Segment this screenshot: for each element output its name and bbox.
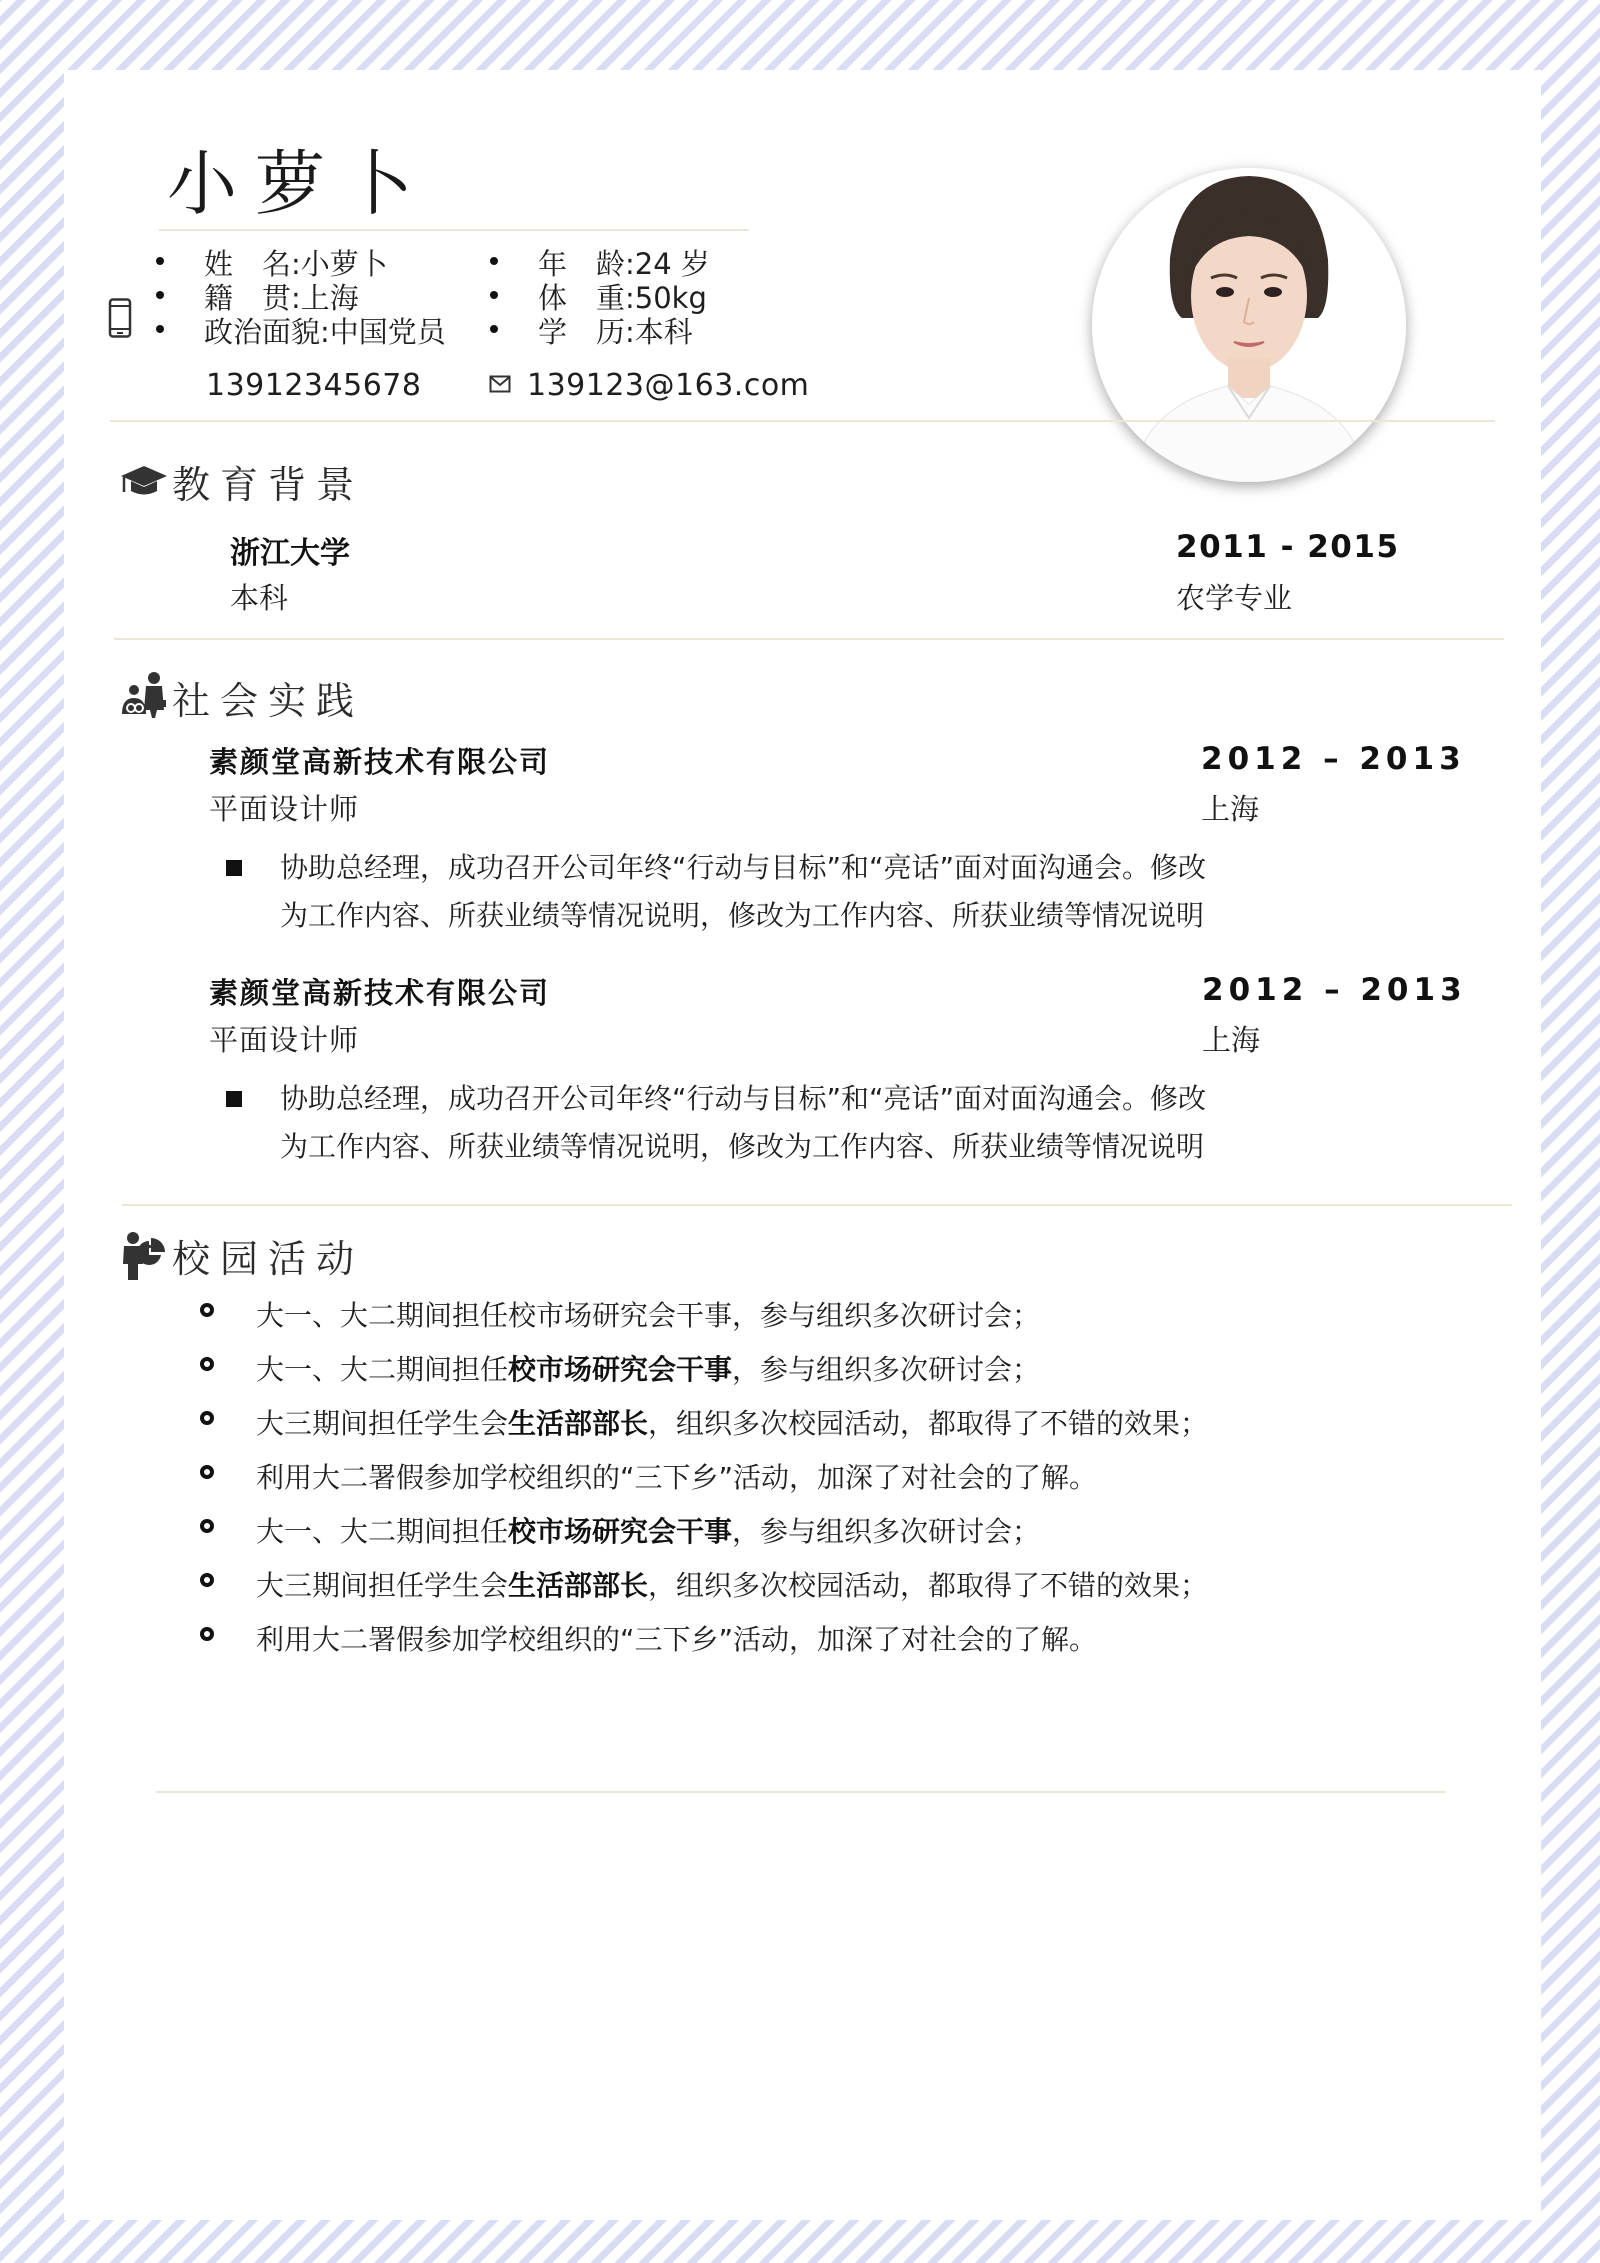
info-label: 体 重: (538, 281, 635, 315)
section-title-practice: 社会实践 (172, 679, 365, 723)
section-title-campus: 校园活动 (172, 1237, 365, 1281)
square-bullet (226, 860, 242, 876)
section-divider (110, 420, 1495, 422)
info-label: 年 龄: (538, 247, 635, 281)
job-role: 平面设计师 (209, 792, 360, 826)
info-value: 本科 (634, 315, 693, 349)
bottom-divider (156, 1791, 1446, 1793)
info-education (538, 310, 693, 351)
bullet-dot (490, 257, 498, 265)
info-label: 籍 贯: (204, 281, 301, 315)
education-dates: 2011 - 2015 (1176, 529, 1400, 565)
campus-item: 大一、大二期间担任校市场研究会干事，参与组织多次研讨会； (256, 1353, 1041, 1386)
info-label: 学 历: (538, 315, 635, 349)
ring-bullet (200, 1357, 214, 1371)
phone-number[interactable]: 13912345678 (206, 368, 422, 403)
campus-item: 大一、大二期间担任校市场研究会干事，参与组织多次研讨会； (256, 1299, 1041, 1332)
info-political (204, 310, 446, 351)
company-name: 素颜堂高新技术有限公司 (209, 976, 551, 1010)
campus-item: 利用大二署假参加学校组织的“三下乡”活动，加深了对社会的了解。 (256, 1461, 1098, 1494)
section-title-education: 教育背景 (172, 463, 365, 507)
info-value: 中国党员 (329, 315, 446, 349)
ring-bullet (200, 1573, 214, 1587)
square-bullet (226, 1091, 242, 1107)
ring-bullet (200, 1411, 214, 1425)
resume-name: 小萝卜 (167, 143, 431, 225)
section-divider (114, 638, 1504, 640)
email-icon (489, 375, 511, 393)
info-label: 姓 名: (204, 247, 301, 281)
ring-bullet (200, 1303, 214, 1317)
campus-item: 大一、大二期间担任校市场研究会干事，参与组织多次研讨会； (256, 1515, 1041, 1548)
presenter-icon (121, 1230, 167, 1280)
practice-desc-line: 为工作内容、所获业绩等情况说明，修改为工作内容、所获业绩等情况说明 (280, 899, 1205, 932)
bullet-dot (490, 325, 498, 333)
info-value: 小萝卜 (300, 247, 388, 281)
graduation-cap-icon (119, 462, 169, 502)
email-address[interactable]: 139123@163.com (527, 368, 810, 403)
info-value: 上海 (300, 281, 359, 315)
practice-desc-line: 为工作内容、所获业绩等情况说明，修改为工作内容、所获业绩等情况说明 (280, 1130, 1205, 1163)
job-role: 平面设计师 (209, 1023, 360, 1057)
campus-item: 大三期间担任学生会生活部部长，组织多次校园活动，都取得了不错的效果； (256, 1407, 1209, 1440)
practice-dates: 2012 – 2013 (1202, 972, 1467, 1008)
practice-location: 上海 (1202, 1023, 1261, 1057)
phone-icon (108, 298, 132, 338)
team-work-icon (119, 670, 167, 720)
ring-bullet (200, 1627, 214, 1641)
practice-desc-line: 协助总经理，成功召开公司年终“行动与目标”和“亮话”面对面沟通会。修改 (280, 1082, 1207, 1115)
profile-photo (1092, 168, 1406, 482)
practice-dates: 2012 – 2013 (1201, 741, 1466, 777)
campus-item: 利用大二署假参加学校组织的“三下乡”活动，加深了对社会的了解。 (256, 1623, 1098, 1656)
resume-page (64, 70, 1541, 2220)
ring-bullet (200, 1465, 214, 1479)
info-label: 政治面貌: (204, 315, 330, 349)
major: 农学专业 (1176, 581, 1293, 615)
bullet-dot (490, 291, 498, 299)
bullet-dot (156, 257, 164, 265)
degree: 本科 (230, 581, 289, 615)
info-value: 50kg (634, 281, 707, 315)
campus-item: 大三期间担任学生会生活部部长，组织多次校园活动，都取得了不错的效果； (256, 1569, 1209, 1602)
company-name: 素颜堂高新技术有限公司 (209, 745, 551, 779)
ring-bullet (200, 1519, 214, 1533)
practice-desc-line: 协助总经理，成功召开公司年终“行动与目标”和“亮话”面对面沟通会。修改 (280, 851, 1207, 884)
info-value: 24 岁 (634, 247, 710, 281)
bullet-dot (156, 291, 164, 299)
bullet-dot (156, 325, 164, 333)
school-name: 浙江大学 (230, 536, 350, 571)
practice-location: 上海 (1201, 792, 1260, 826)
section-divider (122, 1204, 1512, 1206)
header-divider (159, 229, 749, 231)
